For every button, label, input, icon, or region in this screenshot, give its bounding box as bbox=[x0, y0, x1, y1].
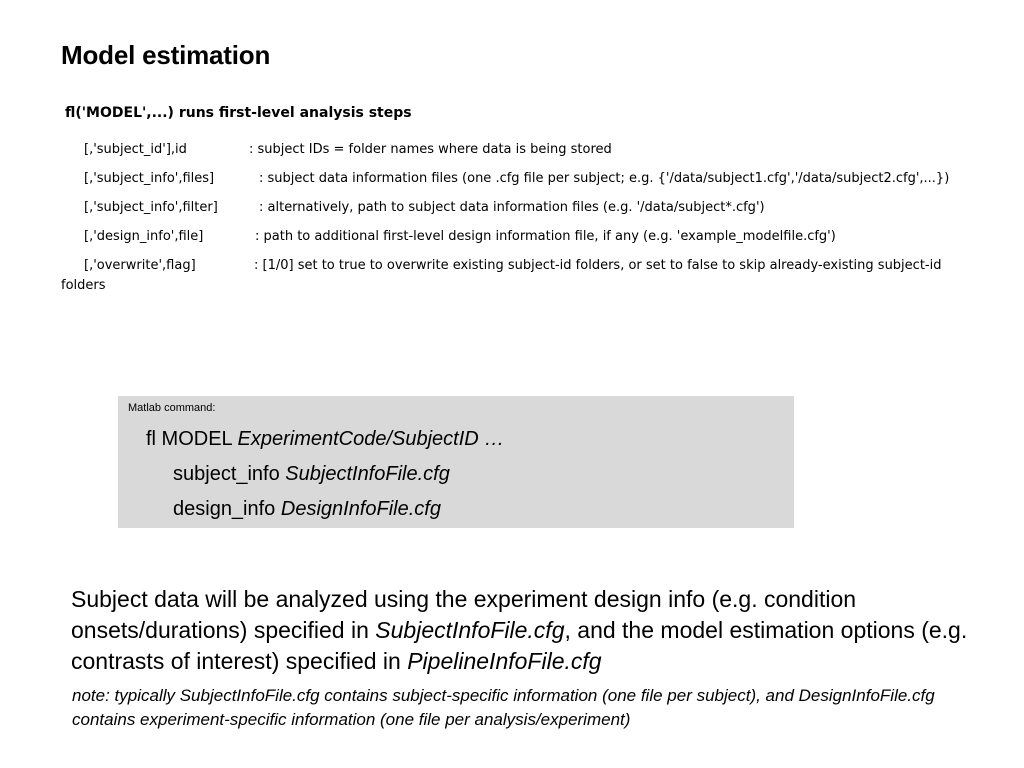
page-title: Model estimation bbox=[61, 40, 271, 70]
matlab-command-box bbox=[118, 396, 794, 528]
param-name: [,'subject_info',filter] bbox=[84, 200, 218, 215]
command-line-1 bbox=[146, 428, 504, 451]
param-name: [,'subject_info',files] bbox=[84, 171, 215, 186]
command-line-2 bbox=[173, 463, 450, 486]
param-name: [,'subject_id'],id bbox=[84, 142, 187, 157]
summary-file-pipeline: PipelineInfoFile.cfg bbox=[407, 648, 602, 674]
command-argument: DesignInfoFile.cfg bbox=[280, 498, 441, 520]
summary-paragraph bbox=[71, 584, 971, 677]
command-text: design_info bbox=[173, 498, 281, 520]
param-desc: : [1/0] set to true to overwrite existing subject-id folders, or set to false to skip already-existing subject-id bbox=[254, 258, 942, 273]
command-argument: ExperimentCode/SubjectID … bbox=[237, 428, 505, 450]
command-line-3 bbox=[173, 498, 441, 521]
summary-text: Subject data will be analyzed using the experiment design info (e.g. condition onsets/durations) specified in bbox=[71, 586, 857, 643]
section-subtitle: fl('MODEL',...) runs first-level analysis steps bbox=[65, 105, 412, 121]
param-row bbox=[84, 142, 612, 157]
command-text: fl MODEL bbox=[146, 428, 238, 450]
note-paragraph: note: typically SubjectInfoFile.cfg contains subject-specific information (one file per subject), and DesignInfoFile.cfg contains experiment-specific information (one file per analysis/experiment) bbox=[72, 686, 935, 729]
param-row bbox=[84, 200, 765, 215]
param-desc: : subject data information files (one .cfg file per subject; e.g. {'/data/subject1.cfg','/data/subject2.cfg',...}) bbox=[259, 171, 950, 186]
param-desc-continuation: folders bbox=[61, 278, 106, 293]
param-desc: : subject IDs = folder names where data is being stored bbox=[249, 142, 612, 157]
param-row bbox=[84, 229, 836, 244]
param-name: [,'design_info',file] bbox=[84, 229, 204, 244]
param-row bbox=[84, 171, 950, 186]
command-text: subject_info bbox=[173, 463, 286, 485]
summary-text: , and the model estimation options (e.g. contrasts of interest) specified in bbox=[71, 617, 968, 674]
command-label: Matlab command: bbox=[128, 402, 216, 414]
param-name: [,'overwrite',flag] bbox=[84, 258, 196, 273]
summary-file-subject: SubjectInfoFile.cfg bbox=[375, 617, 565, 643]
param-desc: : alternatively, path to subject data information files (e.g. '/data/subject*.cfg') bbox=[259, 200, 765, 215]
param-desc: : path to additional first-level design information file, if any (e.g. 'example_modelfile.cfg') bbox=[255, 229, 836, 244]
command-argument: SubjectInfoFile.cfg bbox=[285, 463, 450, 485]
param-row bbox=[84, 258, 942, 273]
